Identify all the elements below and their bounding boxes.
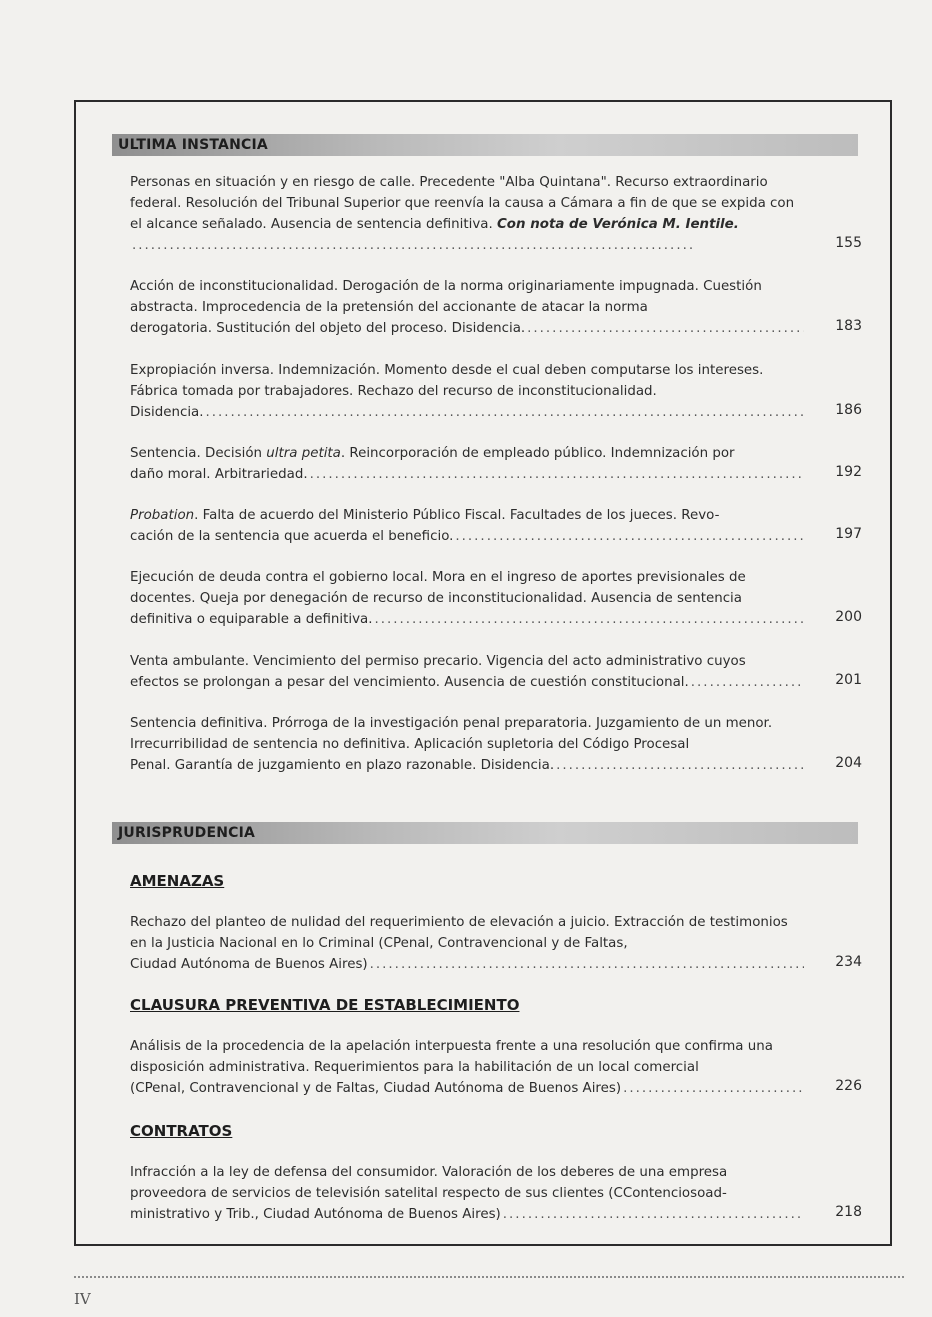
index-entry bbox=[130, 912, 804, 975]
topic-heading: AMENAZAS bbox=[130, 872, 225, 890]
index-entry bbox=[130, 276, 804, 339]
section-header-jurisprudencia bbox=[112, 822, 858, 844]
page-number: 192 bbox=[835, 464, 862, 480]
entry-text-last: (CPenal, Contravencional y de Faltas, Ciudad Autónoma de Buenos Aires) bbox=[130, 1081, 622, 1096]
entry-text-last: Ciudad Autónoma de Buenos Aires) bbox=[130, 957, 368, 972]
entry-text: Infracción a la ley de defensa del consumidor. Valoración de los deberes de una empresa proveedora de servicios de televisión satelital respecto de sus clientes (CContenciosoad- bbox=[130, 1165, 728, 1201]
index-entry bbox=[130, 713, 804, 776]
entry-text: Venta ambulante. Vencimiento del permiso precario. Vigencia del acto administrativo cuyos bbox=[130, 654, 746, 669]
entry-text: . Reincorporación de empleado público. Indemnización por bbox=[340, 446, 735, 461]
entry-note: Con nota de Verónica M. Ientile. bbox=[496, 217, 739, 232]
entry-text-last: derogatoria. Sustitución del objeto del proceso. Disidencia. bbox=[130, 321, 526, 336]
page-number: 197 bbox=[835, 526, 862, 542]
section-title: JURISPRUDENCIA bbox=[118, 825, 256, 841]
entry-text: Sentencia. Decisión bbox=[130, 446, 267, 461]
page-number: 226 bbox=[835, 1078, 862, 1094]
index-entry bbox=[130, 443, 804, 485]
entry-italic: Probation bbox=[130, 508, 195, 523]
page-number: 201 bbox=[835, 672, 862, 688]
footer-rule bbox=[74, 1276, 904, 1278]
page-number: 234 bbox=[835, 954, 862, 970]
page-number: 218 bbox=[835, 1204, 862, 1220]
index-entry bbox=[130, 172, 804, 256]
topic-heading: CONTRATOS bbox=[130, 1122, 233, 1140]
index-entry bbox=[130, 651, 804, 693]
entry-text: Análisis de la procedencia de la apelación interpuesta frente a una resolución que confirma una disposición administrativa. Requerimientos para la habilitación de un local comercial bbox=[130, 1039, 773, 1075]
index-entry bbox=[130, 1036, 804, 1099]
page-number: 204 bbox=[835, 755, 862, 771]
index-entry bbox=[130, 567, 804, 630]
section-header-ultima-instancia bbox=[112, 134, 858, 156]
page-number: 186 bbox=[835, 402, 862, 418]
entry-text: . Falta de acuerdo del Ministerio Público Fiscal. Facultades de los jueces. Revo- bbox=[194, 508, 720, 523]
entry-text-last: efectos se prolongan a pesar del vencimiento. Ausencia de cuestión constitucional. bbox=[130, 675, 689, 690]
index-entry bbox=[130, 505, 804, 547]
topic-heading: CLAUSURA PREVENTIVA DE ESTABLECIMIENTO bbox=[130, 996, 520, 1014]
entry-text-last: ministrativo y Trib., Ciudad Autónoma de Buenos Aires) bbox=[130, 1207, 501, 1222]
entry-text: Acción de inconstitucionalidad. Derogación de la norma originariamente impugnada. Cuestión abstracta. Improcedencia de la pretensión del accionante de atacar la norma bbox=[130, 279, 762, 315]
entry-text: Personas en situación y en riesgo de calle. Precedente "Alba Quintana". Recurso extraordinario federal. Resolución del Tribunal Superior que reenvía la causa a Cámara a fin de que se expida con el alcance señalado. Ausencia de sentencia definitiva. bbox=[130, 175, 795, 232]
entry-italic: ultra petita bbox=[266, 446, 341, 461]
section-title: ULTIMA INSTANCIA bbox=[118, 137, 268, 153]
entry-text-last: daño moral. Arbitrariedad. bbox=[130, 467, 308, 482]
folio: IV bbox=[74, 1290, 91, 1308]
index-entry bbox=[130, 1162, 804, 1225]
entry-text: Sentencia definitiva. Prórroga de la investigación penal preparatoria. Juzgamiento de un menor. Irrecurribilidad de sentencia no definitiva. Aplicación supletoria del Código Procesal bbox=[130, 716, 773, 752]
entry-text-last: definitiva o equiparable a definitiva. bbox=[130, 612, 373, 627]
entry-text-last: Penal. Garantía de juzgamiento en plazo razonable. Disidencia. bbox=[130, 758, 555, 773]
entry-text: Ejecución de deuda contra el gobierno local. Mora en el ingreso de aportes previsionales de docentes. Queja por denegación de recurso de inconstitucionalidad. Ausencia de sentencia bbox=[130, 570, 746, 606]
page-number: 155 bbox=[835, 235, 862, 251]
index-entry bbox=[130, 360, 804, 423]
entry-text-last: cación de la sentencia que acuerda el beneficio. bbox=[130, 529, 454, 544]
page-number: 200 bbox=[835, 609, 862, 625]
page-number: 183 bbox=[835, 318, 862, 334]
content-frame bbox=[74, 100, 892, 1246]
entry-text: Expropiación inversa. Indemnización. Momento desde el cual deben computarse los intereses. Fábrica tomada por trabajadores. Rechazo del recurso de inconstitucionalidad. bbox=[130, 363, 764, 399]
entry-text-last: Disidencia. bbox=[130, 405, 204, 420]
entry-text: Rechazo del planteo de nulidad del requerimiento de elevación a juicio. Extracción de testimonios en la Justicia Nacional en lo Criminal (CPenal, Contravencional y de Faltas, bbox=[130, 915, 788, 951]
